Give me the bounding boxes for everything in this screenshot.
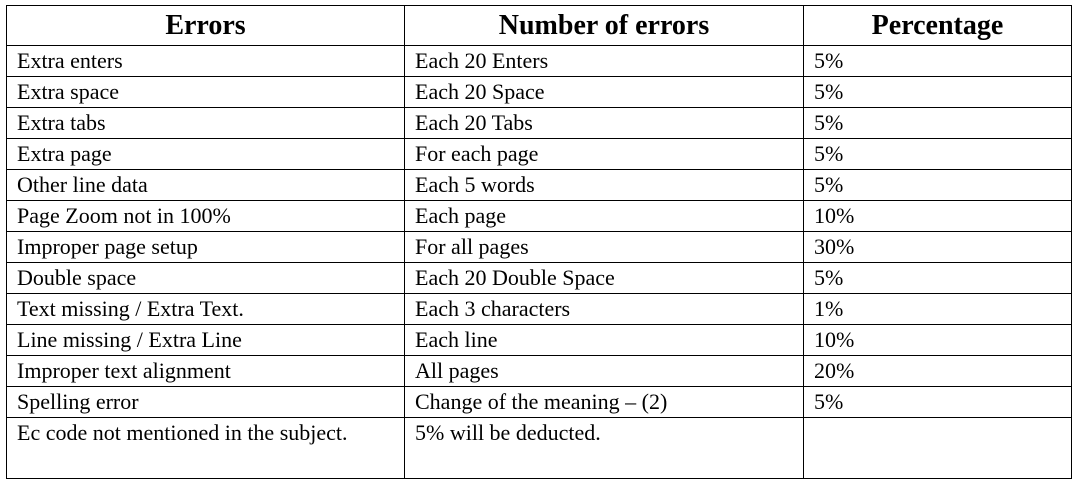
percentage-cell: 5%	[804, 108, 1072, 139]
number-cell: Each 20 Enters	[405, 46, 804, 77]
percentage-cell: 30%	[804, 232, 1072, 263]
error-cell: Extra space	[7, 77, 405, 108]
number-cell: 5% will be deducted.	[405, 418, 804, 479]
table-row	[7, 418, 1072, 479]
error-cell: Double space	[7, 263, 405, 294]
table-row	[7, 356, 1072, 387]
number-cell: All pages	[405, 356, 804, 387]
error-cell: Ec code not mentioned in the subject.	[7, 418, 405, 479]
number-cell: Each 3 characters	[405, 294, 804, 325]
table-row	[7, 325, 1072, 356]
table-row	[7, 263, 1072, 294]
percentage-cell: 20%	[804, 356, 1072, 387]
error-cell: Other line data	[7, 170, 405, 201]
errors-table	[6, 5, 1072, 479]
table-row	[7, 201, 1072, 232]
header-row	[7, 6, 1072, 46]
number-cell: Each line	[405, 325, 804, 356]
error-cell: Page Zoom not in 100%	[7, 201, 405, 232]
error-cell: Extra page	[7, 139, 405, 170]
error-cell: Improper text alignment	[7, 356, 405, 387]
table-row	[7, 108, 1072, 139]
percentage-cell: 5%	[804, 77, 1072, 108]
error-cell: Extra enters	[7, 46, 405, 77]
number-cell: For all pages	[405, 232, 804, 263]
header-percentage: Percentage	[804, 6, 1072, 46]
number-cell: Each 20 Tabs	[405, 108, 804, 139]
percentage-cell: 10%	[804, 201, 1072, 232]
percentage-cell	[804, 418, 1072, 479]
percentage-cell: 5%	[804, 46, 1072, 77]
percentage-cell: 5%	[804, 387, 1072, 418]
percentage-cell: 5%	[804, 139, 1072, 170]
table-row	[7, 77, 1072, 108]
error-cell: Text missing / Extra Text.	[7, 294, 405, 325]
percentage-cell: 1%	[804, 294, 1072, 325]
error-cell: Extra tabs	[7, 108, 405, 139]
percentage-cell: 5%	[804, 170, 1072, 201]
number-cell: Change of the meaning – (2)	[405, 387, 804, 418]
number-cell: Each page	[405, 201, 804, 232]
number-cell: Each 5 words	[405, 170, 804, 201]
table-row	[7, 387, 1072, 418]
header-errors: Errors	[7, 6, 405, 46]
number-cell: For each page	[405, 139, 804, 170]
table-row	[7, 139, 1072, 170]
table-row	[7, 232, 1072, 263]
error-cell: Spelling error	[7, 387, 405, 418]
number-cell: Each 20 Space	[405, 77, 804, 108]
table-row	[7, 170, 1072, 201]
error-cell: Line missing / Extra Line	[7, 325, 405, 356]
number-cell: Each 20 Double Space	[405, 263, 804, 294]
percentage-cell: 10%	[804, 325, 1072, 356]
error-cell: Improper page setup	[7, 232, 405, 263]
percentage-cell: 5%	[804, 263, 1072, 294]
header-number-of-errors: Number of errors	[405, 6, 804, 46]
table-row	[7, 46, 1072, 77]
table-row	[7, 294, 1072, 325]
